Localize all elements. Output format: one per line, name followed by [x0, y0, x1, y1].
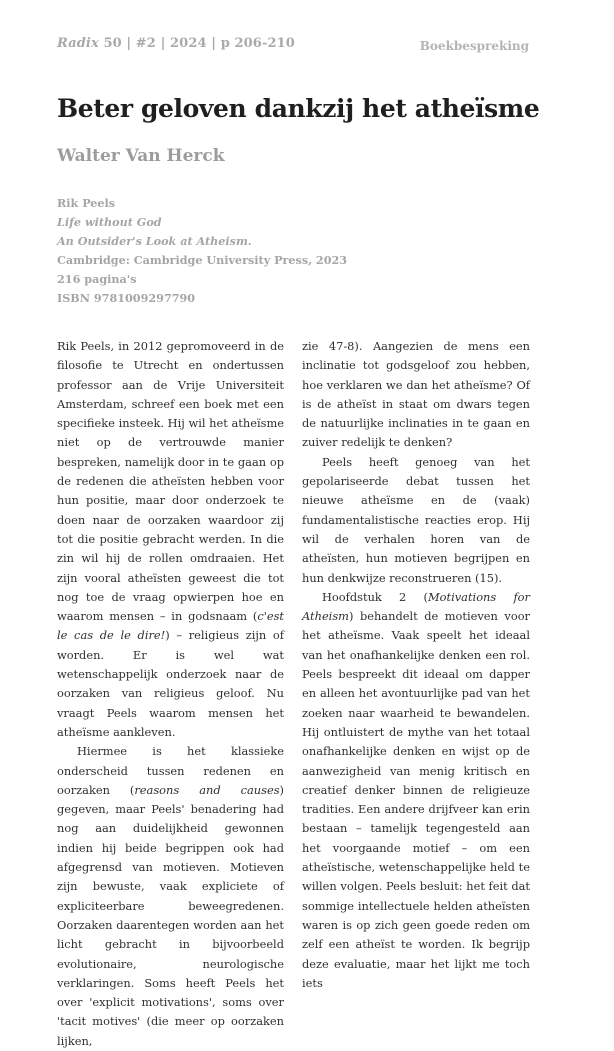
citation-details: 50 | #2 | 2024 | p 206-210: [98, 36, 295, 51]
book-author: Rik Peels: [57, 196, 116, 210]
journal-citation: [57, 36, 295, 51]
book-info: [57, 194, 457, 308]
book-title: Life without God: [57, 215, 162, 229]
book-publisher: Cambridge: Cambridge University Press, 2023: [57, 253, 348, 267]
paragraph: Hiermee is het klassieke onderscheid tussen redenen en oorzaken (reasons and causes) gegeven, maar Peels' benadering had nog aan duidelijkheid gewonnen indien hij beide begrippen ook had afgegrensd van motieven. Motieven zijn bewuste, vaak expliciete of expliciteerbare beweegredenen. Oorzaken daarentegen worden aan het licht gebracht in bijvoorbeeld evolutionaire, neurologische verklaringen. Soms heeft Peels het over 'explicit motivations', soms over 'tacit motives' (die meer op oorzaken lijken,: [57, 744, 284, 1048]
book-isbn: ISBN 9781009297790: [57, 291, 196, 305]
paragraph: Rik Peels, in 2012 gepromoveerd in de filosofie te Utrecht en ondertussen professor aan de Vrije Universiteit Amsterdam, schreef een boek met een specifieke insteek. Hij wil het atheïsme niet op de vertrouwde manier bespreken, namelijk door in te gaan op de redenen die atheïsten hebben voor hun positie, maar door onderzoek te doen naar de oorzaken waardoor zij tot die positie gebracht werden. In die zin wil hij de rollen omdraaien. Het zijn vooral atheïsten geweest die tot nog toe de vraag opwierpen hoe en waarom mensen – in godsnaam (c'est le cas de le dire!) – religieus zijn of worden. Er is wel wat wetenschappelijk onderzoek naar de oorzaken van religieus geloof. Nu vraagt Peels waarom mensen het atheïsme aankleven.: [57, 339, 284, 739]
paragraph: Peels heeft genoeg van het gepolariseerde debat tussen het nieuwe atheïsme en de (vaak) fundamentalistische reacties erop. Hij wil de verhalen horen van de atheïsten, hun motieven begrijpen en hun denkwijze reconstrueren (15).: [302, 454, 530, 585]
paragraph: Hoofdstuk 2 (Motivations for Atheism) behandelt de motieven voor het atheïsme. Vaak speelt het ideaal van het onafhankelijke denken een rol. Peels bespreekt dit ideaal om dapper en alleen het avontuurlijke pad van het zoeken naar waarheid te bewandelen. Hij ontluistert de mythe van het totaal onafhankelijke denken en wijst op de aanwezigheid van menig kritisch en creatief denker binnen de religieuze tradities. Een andere drijfveer kan erin bestaan – tamelijk tegengesteld aan het voorgaande motief – om een atheïstische, wetenschappelijke held te willen volgen. Peels besluit: het feit dat sommige intellectuele helden atheïsten waren is op zich geen goede reden om zelf een atheïst te worden. Ik begrijp deze evaluatie, maar het lijkt me toch iets: [302, 589, 530, 990]
paragraph: zie 47-8). Aangezien de mens een inclinatie tot godsgeloof zou hebben, hoe verklaren we dan het atheïsme? Of is de atheïst in staat om dwars tegen de natuurlijke inclinaties in te gaan en zuiver redelijk te denken?: [302, 339, 530, 450]
section-label: Boekbespreking: [419, 39, 529, 53]
article-title: Beter geloven dankzij het atheïsme: [57, 94, 540, 123]
article-author: Walter Van Herck: [57, 146, 225, 166]
book-subtitle: An Outsider's Look at Atheism.: [57, 234, 252, 248]
body-column-right: [302, 337, 530, 993]
journal-name: Radix: [57, 36, 99, 51]
book-pages: 216 pagina's: [57, 272, 137, 286]
body-column-left: [57, 337, 284, 1051]
